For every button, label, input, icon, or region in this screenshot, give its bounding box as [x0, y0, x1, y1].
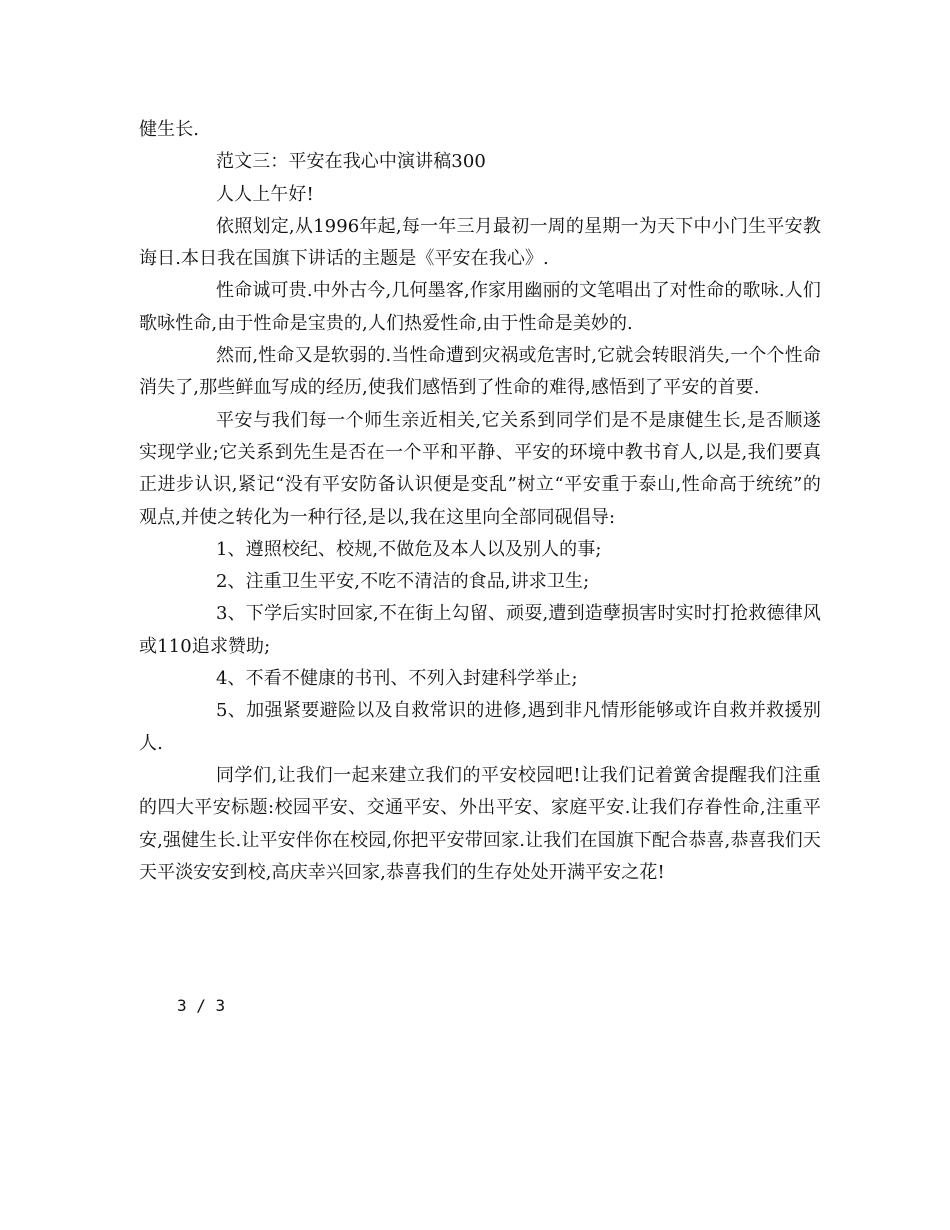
- paragraph: 然而,性命又是软弱的.当性命遭到灾祸或危害时,它就会转眼消失,一个个性命消失了,那些鲜血写成的经历,使我们感悟到了性命的难得,感悟到了平安的首要.: [139, 345, 821, 399]
- paragraph-continuation: 健生长.: [139, 119, 200, 140]
- list-item: 1、遵照校纪、校规,不做危及本人以及别人的事;: [216, 538, 602, 560]
- paragraph: 性命诚可贵.中外古今,几何墨客,作家用幽丽的文笔唱出了对性命的歌咏.人们歌咏性命,由于性命是宝贵的,人们热爱性命,由于性命是美妙的.: [139, 280, 821, 334]
- paragraph: 依照划定,从1996年起,每一年三月最初一周的星期一为天下中小门生平安教诲日.本日我在国旗下讲话的主题是《平安在我心》.: [139, 215, 821, 270]
- paragraph-closing: 同学们,让我们一起来建立我们的平安校园吧!让我们记着黉舍提醒我们注重的四大平安标题:校园平安、交通平安、外出平安、家庭平安.让我们存眷性命,注重平安,强健生长.让平安伴你在校园,你把平安带回家.让我们在国旗下配合恭喜,恭喜我们天天平淡安安到校,高庆幸兴回家,恭喜我们的生存处处开满平安之花!: [139, 764, 821, 883]
- list-item: 2、注重卫生平安,不吃不清洁的食品,讲求卫生;: [216, 571, 590, 593]
- list-item: 4、不看不健康的书刊、不列入封建科学举止;: [216, 668, 578, 690]
- paragraph: 平安与我们每一个师生亲近相关,它关系到同学们是不是康健生长,是否顺遂实现学业;它关系到先生是否在一个平和平静、平安的环境中教书育人,以是,我们要真正进步认识,紧记“没有平安防备认识便是变乱”树立“平安重于泰山,性命高于统统”的观点,并使之转化为一种行径,是以,我在这里向全部同砚倡导:: [139, 409, 821, 528]
- page-number: 3 / 3: [177, 996, 226, 1015]
- document-body: [139, 114, 821, 889]
- list-item: 5、加强紧要避险以及自救常识的进修,遇到非凡情形能够或许自救并救援别人.: [139, 700, 821, 754]
- list-item: 3、下学后实时回家,不在街上勾留、顽耍,遭到造孽损害时实时打抢救德律风或110追求赞助;: [139, 603, 821, 657]
- paragraph-greeting: 人人上午好!: [216, 183, 314, 205]
- paragraph-heading: 范文三：平安在我心中演讲稿300: [216, 151, 486, 173]
